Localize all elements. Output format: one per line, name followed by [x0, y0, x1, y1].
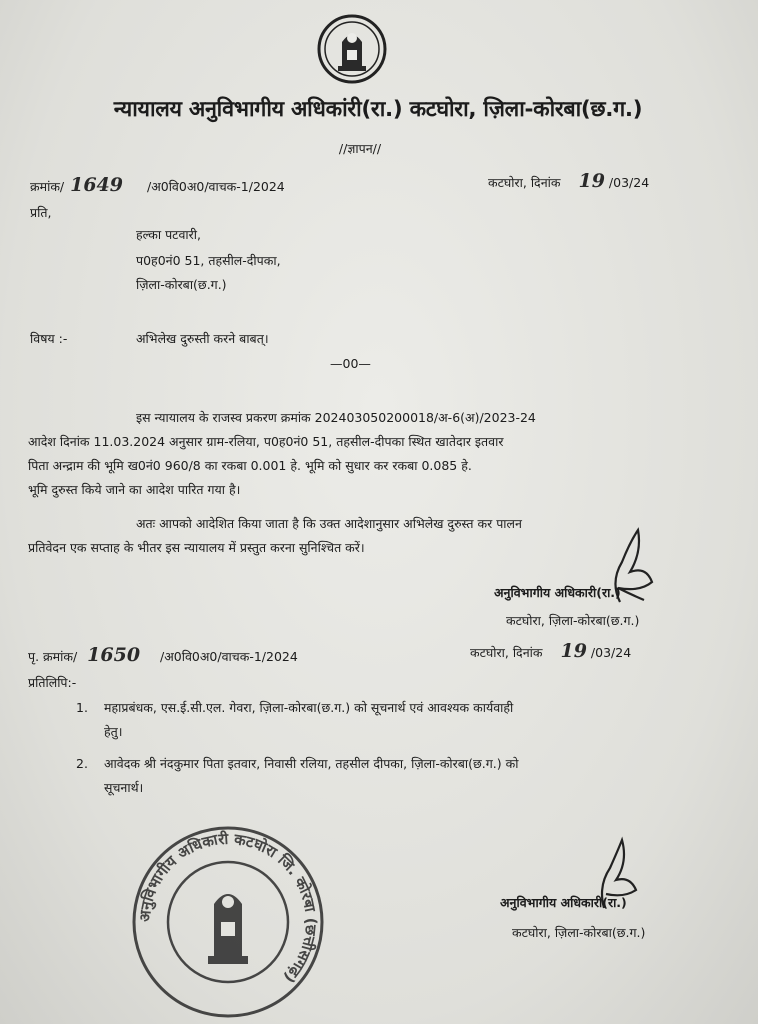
seal-ring-text: अनुविभागीय अधिकारी कटघोरा जि. कोरबा (छत्तीसगढ़) [135, 829, 321, 987]
recipient-line: प0ह0नं0 51, तहसील-दीपका, [136, 253, 281, 268]
copy-item-number: 2. [76, 756, 88, 771]
body-line: पिता अन्द्राम की भूमि ख0नं0 960/8 का रकबा 0.001 हे. भूमि को सुधार कर रकबा 0.085 हे. [28, 458, 472, 473]
memo2-handwritten-number: 1650 [87, 644, 141, 666]
memo1-number-row [30, 174, 285, 196]
memo1-number-label: क्रमांक/ [30, 179, 65, 194]
signature1-place: कटघोरा, ज़िला-कोरबा(छ.ग.) [506, 613, 640, 628]
copy-item-number: 1. [76, 700, 88, 715]
state-emblem-icon [316, 12, 388, 86]
signature1-title: अनुविभागीय अधिकारी(रा.) [494, 585, 621, 600]
subject-separator: —00— [330, 356, 371, 371]
memo1-handwritten-day: 19 [578, 170, 605, 192]
body-line: प्रतिवेदन एक सप्ताह के भीतर इस न्यायालय में प्रस्तुत करना सुनिश्चित करें। [28, 540, 365, 555]
memo1-place-date-label: कटघोरा, दिनांक [488, 175, 561, 190]
subject-text: अभिलेख दुरुस्ती करने बाबत्। [136, 331, 269, 346]
memo2-number-label: पृ. क्रमांक/ [28, 649, 78, 664]
copy-item-line: आवेदक श्री नंदकुमार पिता इतवार, निवासी रलिया, तहसील दीपका, ज़िला-कोरबा(छ.ग.) को [104, 756, 519, 771]
body-line: भूमि दुरुस्त किये जाने का आदेश पारित गया है। [28, 482, 241, 497]
recipient-line: ज़िला-कोरबा(छ.ग.) [136, 277, 227, 292]
memo2-handwritten-day: 19 [560, 640, 587, 662]
signature2-title: अनुविभागीय अधिकारी(रा.) [500, 895, 627, 910]
copy-item-line: महाप्रबंधक, एस.ई.सी.एल. गेवरा, ज़िला-कोरबा(छ.ग.) को सूचनार्थ एवं आवश्यक कार्यवाही [104, 700, 514, 715]
signature2-place: कटघोरा, ज़िला-कोरबा(छ.ग.) [512, 925, 646, 940]
copy-to-label: प्रतिलिपि:- [28, 675, 77, 690]
court-heading: न्यायालय अनुविभागीय अधिकांरी(रा.) कटघोरा, ज़िला-कोरबा(छ.ग.) [113, 97, 643, 122]
official-seal-stamp [128, 822, 328, 1022]
body-line: आदेश दिनांक 11.03.2024 अनुसार ग्राम-रलिया, प0ह0नं0 51, तहसील-दीपका स्थित खातेदार इतवार [28, 434, 504, 449]
memo2-date-rest: /03/24 [590, 645, 632, 660]
memo1-number-suffix: /अ0वि0अ0/वाचक-1/2024 [146, 179, 285, 194]
memo1-date-rest: /03/24 [608, 175, 650, 190]
memo1-date-row [488, 170, 649, 192]
recipient-prefix: प्रति, [30, 205, 52, 220]
memo-subheading: //ज्ञापन// [338, 141, 382, 156]
memo2-number-row [28, 644, 298, 666]
seal-emblem-icon [208, 894, 248, 964]
copy-item-line: सूचनार्थ। [104, 780, 144, 795]
body-line: अतः आपको आदेशित किया जाता है कि उक्त आदेशानुसार अभिलेख दुरुस्त कर पालन [136, 516, 522, 531]
memo2-place-date-label: कटघोरा, दिनांक [470, 645, 543, 660]
recipient-line: हल्का पटवारी, [136, 227, 201, 242]
copy-item-line: हेतु। [104, 724, 123, 739]
body-line: इस न्यायालय के राजस्व प्रकरण क्रमांक 202403050200018/अ-6(अ)/2023-24 [136, 410, 536, 425]
memo2-number-suffix: /अ0वि0अ0/वाचक-1/2024 [160, 649, 298, 664]
subject-label: विषय :- [30, 331, 68, 346]
memo1-handwritten-number: 1649 [70, 174, 123, 196]
memo2-date-row [470, 640, 631, 662]
